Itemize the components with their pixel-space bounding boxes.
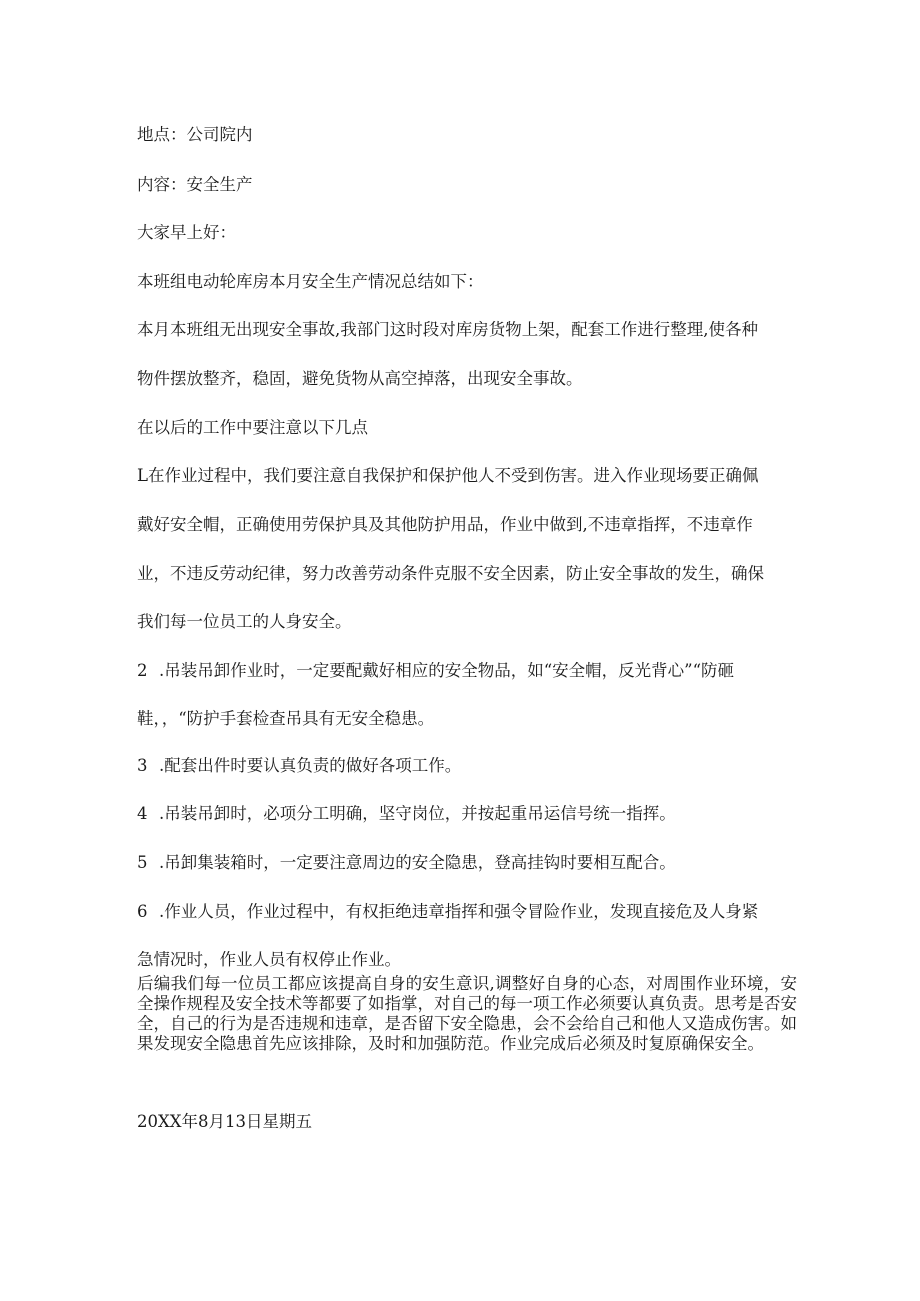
item-6-line-1 — [137, 902, 758, 922]
item-1-line-4: 我们每一位员工的人身安全。 — [137, 612, 352, 631]
closing-paragraph: 后编我们每一位员工都应该提高自身的安生意识,调整好自身的心态，对周围作业环境，安全操作规程及安全技术等都要了如指掌，对自己的每一项工作必须要认真负责。思考是否安全，自己的行为是否违规和违章，是否留下安全隐患，会不会给自己和他人又造成伤害。如果发现安全隐患首先应该排除，及时和加强防范。作业完成后必须及时复原确保安全。 — [137, 974, 797, 1053]
item-1-line-1: L在作业过程中，我们要注意自我保护和保护他人不受到伤害。进入作业现场要正确佩 — [137, 466, 759, 485]
item-5-number: 5 — [137, 853, 148, 872]
item-1-line-2: 戴好安全帽，正确使用劳保护具及其他防护用品，作业中做到,不违章指挥，不违章作 — [137, 515, 753, 534]
item-4 — [137, 804, 676, 824]
date-line: 20XX年8月13日星期五 — [137, 1112, 312, 1131]
summary-line-1: 本月本班组无出现安全事故,我部门这时段对库房货物上架，配套工作进行整理,使各种 — [137, 320, 758, 339]
item-5 — [137, 853, 676, 873]
item-6-line-2: 急情况时，作业人员有权停止作业。 — [137, 950, 401, 969]
location-line: 地点：公司院内 — [137, 125, 253, 144]
item-6-text: .作业人员，作业过程中，有权拒绝违章指挥和强令冒险作业，发现直接危及人身紧 — [159, 902, 759, 921]
item-6-number: 6 — [137, 902, 148, 921]
item-2-line-2: 鞋，，“防护手套检查吊具有无安全稳患。 — [137, 709, 435, 728]
content-line: 内容：安全生产 — [137, 175, 253, 194]
item-5-text: .吊卸集装箱时，一定要注意周边的安全隐患，登高挂钩时要相互配合。 — [159, 853, 676, 872]
greeting-line: 大家早上好： — [137, 223, 236, 242]
summary-intro: 本班组电动轮库房本月安全生产情况总结如下： — [137, 272, 484, 291]
item-2-text: .吊装吊卸作业时，一定要配戴好相应的安全物品，如“安全帽，反光背心”“防砸 — [159, 661, 735, 680]
item-1-line-3: 业，不违反劳动纪律，努力改善劳动条件克服不安全因素，防止安全事故的发生，确保 — [137, 564, 764, 583]
item-4-number: 4 — [137, 804, 148, 823]
item-3-number: 3 — [137, 756, 148, 775]
item-3 — [137, 756, 461, 776]
item-2-number: 2 — [137, 661, 148, 680]
summary-line-2: 物件摆放整齐，稳固，避免货物从高空掉落，出现安全事故。 — [137, 369, 583, 388]
item-3-text: .配套出件时要认真负责的做好各项工作。 — [159, 756, 462, 775]
notes-heading: 在以后的工作中要注意以下几点 — [137, 418, 368, 437]
item-2-line-1 — [137, 661, 734, 681]
item-4-text: .吊装吊卸时，必项分工明确，坚守岗位，并按起重吊运信号统一指挥。 — [159, 804, 676, 823]
